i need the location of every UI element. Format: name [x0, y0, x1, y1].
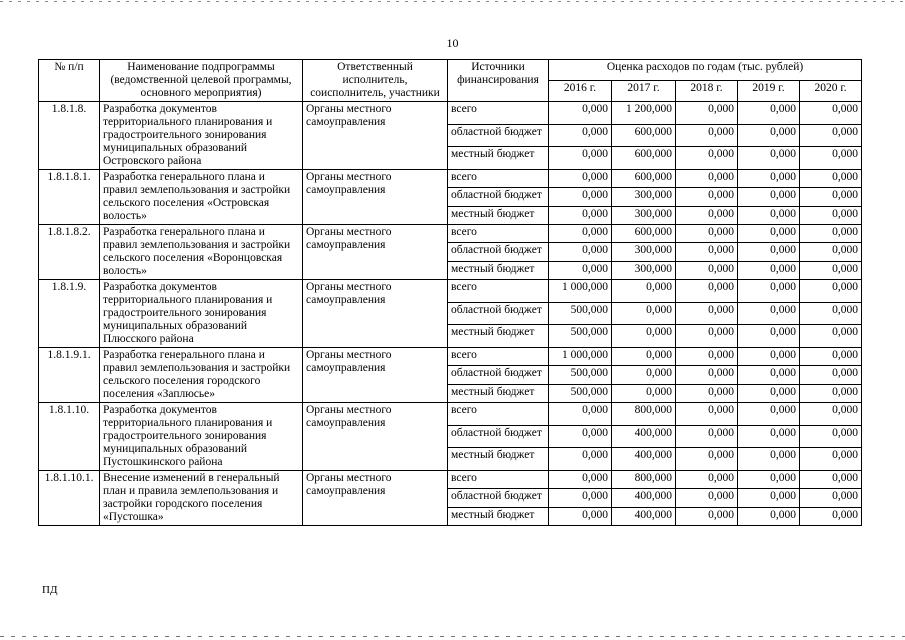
amount-cell: 0,000	[738, 325, 800, 348]
amount-cell: 0,000	[612, 366, 676, 384]
source-label: всего	[448, 348, 549, 366]
amount-cell: 0,000	[612, 348, 676, 366]
amount-cell: 0,000	[738, 243, 800, 261]
source-label: местный бюджет	[448, 147, 549, 170]
amount-cell: 0,000	[738, 507, 800, 525]
header-responsible: Ответственный исполнитель, соисполнитель, участники	[303, 60, 448, 102]
amount-cell: 800,000	[612, 471, 676, 489]
row-responsible: Органы местного самоуправления	[303, 102, 448, 170]
row-name: Разработка генерального плана и правил землепользования и застройки сельского поселения городского поселения «Заплюсье»	[100, 348, 303, 403]
amount-cell: 0,000	[800, 206, 862, 224]
source-label: местный бюджет	[448, 384, 549, 402]
amount-cell: 0,000	[738, 102, 800, 125]
source-label: всего	[448, 280, 549, 303]
amount-cell: 0,000	[738, 170, 800, 188]
amount-cell: 0,000	[676, 225, 738, 243]
source-label: местный бюджет	[448, 206, 549, 224]
amount-cell: 400,000	[612, 425, 676, 448]
amount-cell: 0,000	[800, 261, 862, 279]
amount-cell: 0,000	[800, 102, 862, 125]
amount-cell: 0,000	[549, 448, 612, 471]
amount-cell: 0,000	[738, 225, 800, 243]
amount-cell: 0,000	[549, 489, 612, 507]
amount-cell: 0,000	[800, 124, 862, 147]
amount-cell: 800,000	[612, 403, 676, 426]
amount-cell: 0,000	[738, 489, 800, 507]
source-label: всего	[448, 225, 549, 243]
amount-cell: 0,000	[800, 348, 862, 366]
amount-cell: 0,000	[800, 384, 862, 402]
amount-cell: 500,000	[549, 302, 612, 325]
source-label: всего	[448, 471, 549, 489]
table-row	[39, 403, 862, 426]
header-year: 2018 г.	[676, 81, 738, 102]
row-responsible: Органы местного самоуправления	[303, 403, 448, 471]
source-label: областной бюджет	[448, 124, 549, 147]
amount-cell: 400,000	[612, 448, 676, 471]
amount-cell: 0,000	[549, 188, 612, 206]
amount-cell: 1 000,000	[549, 348, 612, 366]
source-label: областной бюджет	[448, 366, 549, 384]
header-year: 2016 г.	[549, 81, 612, 102]
amount-cell: 0,000	[800, 188, 862, 206]
row-name: Разработка генерального плана и правил землепользования и застройки сельского поселения «Воронцовская волость»	[100, 225, 303, 280]
amount-cell: 0,000	[800, 170, 862, 188]
amount-cell: 0,000	[676, 243, 738, 261]
amount-cell: 0,000	[738, 471, 800, 489]
source-label: областной бюджет	[448, 302, 549, 325]
amount-cell: 0,000	[738, 448, 800, 471]
table-row	[39, 102, 862, 125]
page-number: 10	[446, 36, 459, 50]
row-code: 1.8.1.9.1.	[39, 348, 100, 403]
amount-cell: 0,000	[676, 471, 738, 489]
amount-cell: 600,000	[612, 170, 676, 188]
amount-cell: 0,000	[800, 325, 862, 348]
source-label: всего	[448, 102, 549, 125]
amount-cell: 0,000	[549, 124, 612, 147]
amount-cell: 0,000	[738, 425, 800, 448]
amount-cell: 0,000	[676, 206, 738, 224]
source-label: местный бюджет	[448, 448, 549, 471]
row-name: Внесение изменений в генеральный план и правила землепользования и застройки городского поселения «Пустошка»	[100, 471, 303, 526]
amount-cell: 0,000	[800, 425, 862, 448]
amount-cell: 0,000	[612, 280, 676, 303]
amount-cell: 300,000	[612, 188, 676, 206]
amount-cell: 0,000	[676, 302, 738, 325]
table-row	[39, 225, 862, 243]
amount-cell: 1 200,000	[612, 102, 676, 125]
amount-cell: 0,000	[549, 403, 612, 426]
amount-cell: 0,000	[738, 384, 800, 402]
header-year: 2019 г.	[738, 81, 800, 102]
header-year: 2017 г.	[612, 81, 676, 102]
amount-cell: 0,000	[676, 348, 738, 366]
amount-cell: 0,000	[676, 280, 738, 303]
amount-cell: 600,000	[612, 225, 676, 243]
budget-table	[38, 59, 862, 526]
amount-cell: 0,000	[549, 170, 612, 188]
amount-cell: 0,000	[549, 225, 612, 243]
row-name: Разработка документов территориального планирования и градостроительного зонирования муниципальных образований Плюсского района	[100, 280, 303, 348]
amount-cell: 0,000	[676, 425, 738, 448]
row-responsible: Органы местного самоуправления	[303, 225, 448, 280]
amount-cell: 0,000	[738, 147, 800, 170]
amount-cell: 0,000	[800, 403, 862, 426]
row-responsible: Органы местного самоуправления	[303, 471, 448, 526]
amount-cell: 0,000	[549, 102, 612, 125]
amount-cell: 0,000	[612, 384, 676, 402]
amount-cell: 0,000	[612, 325, 676, 348]
amount-cell: 0,000	[738, 261, 800, 279]
header-sources: Источники финансирования	[448, 60, 549, 102]
amount-cell: 0,000	[738, 302, 800, 325]
source-label: местный бюджет	[448, 325, 549, 348]
amount-cell: 500,000	[549, 325, 612, 348]
amount-cell: 0,000	[612, 302, 676, 325]
amount-cell: 300,000	[612, 261, 676, 279]
amount-cell: 0,000	[676, 384, 738, 402]
header-estimate: Оценка расходов по годам (тыс. рублей)	[549, 60, 862, 81]
source-label: областной бюджет	[448, 188, 549, 206]
amount-cell: 0,000	[676, 188, 738, 206]
amount-cell: 0,000	[800, 448, 862, 471]
amount-cell: 300,000	[612, 206, 676, 224]
amount-cell: 600,000	[612, 147, 676, 170]
row-responsible: Органы местного самоуправления	[303, 348, 448, 403]
amount-cell: 0,000	[738, 403, 800, 426]
row-code: 1.8.1.10.	[39, 403, 100, 471]
amount-cell: 0,000	[800, 489, 862, 507]
amount-cell: 0,000	[676, 170, 738, 188]
amount-cell: 0,000	[800, 225, 862, 243]
amount-cell: 0,000	[549, 206, 612, 224]
scan-edge-bottom	[0, 636, 905, 637]
table-body	[39, 102, 862, 526]
amount-cell: 0,000	[800, 243, 862, 261]
amount-cell: 0,000	[676, 325, 738, 348]
amount-cell: 0,000	[800, 471, 862, 489]
amount-cell: 0,000	[549, 147, 612, 170]
table-row	[39, 170, 862, 188]
header-num: № п/п	[39, 60, 100, 102]
row-name: Разработка документов территориального планирования и градостроительного зонирования муниципальных образований Пустошкинского района	[100, 403, 303, 471]
row-code: 1.8.1.8.1.	[39, 170, 100, 225]
amount-cell: 0,000	[549, 507, 612, 525]
amount-cell: 300,000	[612, 243, 676, 261]
amount-cell: 400,000	[612, 507, 676, 525]
header-name: Наименование подпрограммы (ведомственной целевой программы, основного мероприятия)	[100, 60, 303, 102]
amount-cell: 0,000	[800, 280, 862, 303]
amount-cell: 0,000	[676, 448, 738, 471]
table-row	[39, 280, 862, 303]
amount-cell: 0,000	[676, 489, 738, 507]
amount-cell: 0,000	[676, 366, 738, 384]
source-label: областной бюджет	[448, 243, 549, 261]
source-label: местный бюджет	[448, 261, 549, 279]
header-row-1	[39, 60, 862, 81]
amount-cell: 0,000	[800, 366, 862, 384]
amount-cell: 500,000	[549, 384, 612, 402]
amount-cell: 0,000	[676, 507, 738, 525]
amount-cell: 0,000	[738, 280, 800, 303]
amount-cell: 0,000	[800, 147, 862, 170]
amount-cell: 600,000	[612, 124, 676, 147]
amount-cell: 0,000	[676, 403, 738, 426]
row-code: 1.8.1.10.1.	[39, 471, 100, 526]
source-label: областной бюджет	[448, 489, 549, 507]
header-year: 2020 г.	[800, 81, 862, 102]
amount-cell: 0,000	[738, 188, 800, 206]
amount-cell: 0,000	[549, 261, 612, 279]
row-code: 1.8.1.8.2.	[39, 225, 100, 280]
amount-cell: 0,000	[800, 507, 862, 525]
table-row	[39, 348, 862, 366]
amount-cell: 0,000	[549, 243, 612, 261]
amount-cell: 0,000	[738, 206, 800, 224]
amount-cell: 0,000	[676, 124, 738, 147]
amount-cell: 0,000	[738, 348, 800, 366]
amount-cell: 0,000	[549, 471, 612, 489]
source-label: областной бюджет	[448, 425, 549, 448]
row-code: 1.8.1.8.	[39, 102, 100, 170]
amount-cell: 1 000,000	[549, 280, 612, 303]
table-row	[39, 471, 862, 489]
scan-edge-top	[0, 1, 905, 2]
amount-cell: 400,000	[612, 489, 676, 507]
amount-cell: 0,000	[676, 147, 738, 170]
amount-cell: 0,000	[676, 102, 738, 125]
amount-cell: 0,000	[738, 366, 800, 384]
row-name: Разработка документов территориального планирования и градостроительного зонирования муниципальных образований Островского района	[100, 102, 303, 170]
amount-cell: 0,000	[676, 261, 738, 279]
row-responsible: Органы местного самоуправления	[303, 170, 448, 225]
row-code: 1.8.1.9.	[39, 280, 100, 348]
source-label: местный бюджет	[448, 507, 549, 525]
source-label: всего	[448, 170, 549, 188]
row-name: Разработка генерального плана и правил землепользования и застройки сельского поселения «Островская волость»	[100, 170, 303, 225]
source-label: всего	[448, 403, 549, 426]
amount-cell: 500,000	[549, 366, 612, 384]
footer-mark: ПД	[42, 584, 58, 596]
row-responsible: Органы местного самоуправления	[303, 280, 448, 348]
amount-cell: 0,000	[800, 302, 862, 325]
amount-cell: 0,000	[738, 124, 800, 147]
amount-cell: 0,000	[549, 425, 612, 448]
